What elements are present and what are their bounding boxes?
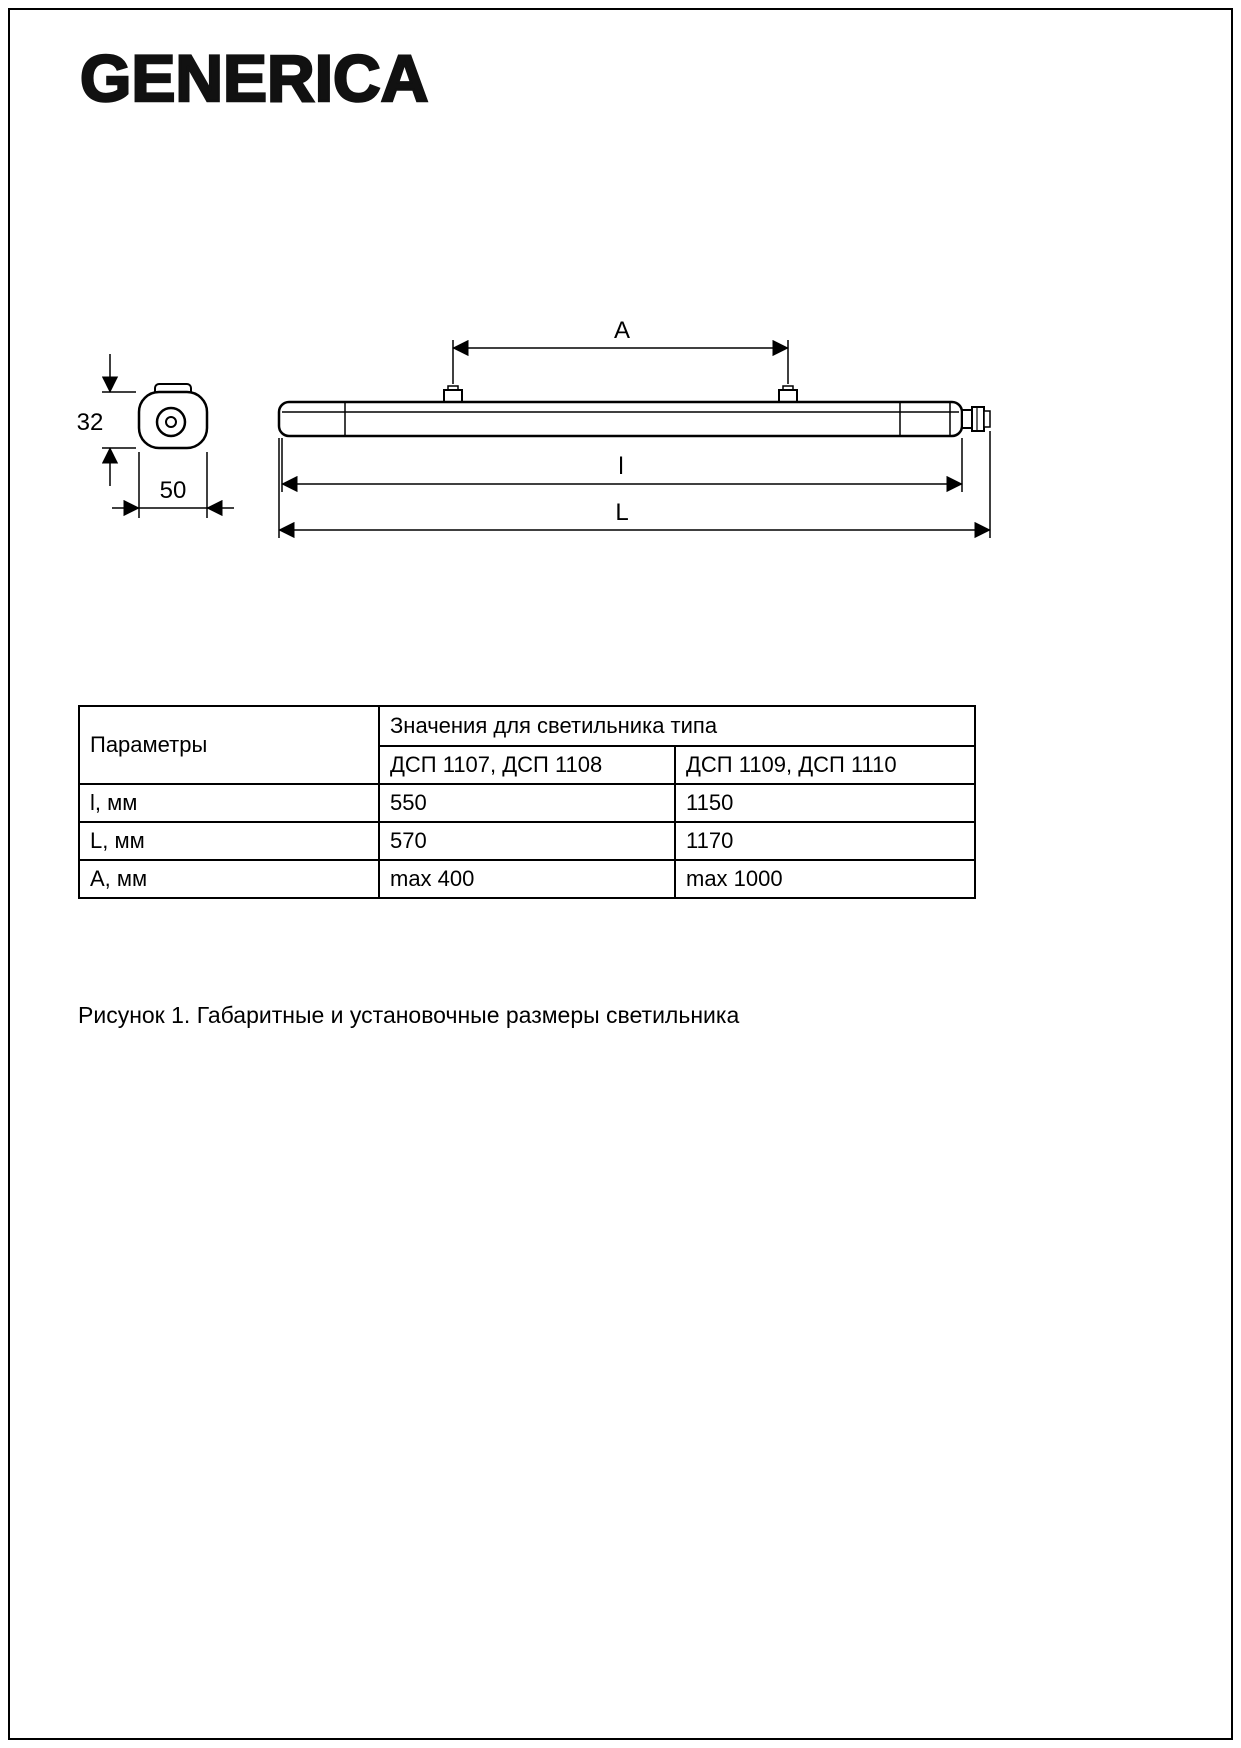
dim-label-L: L bbox=[615, 499, 629, 526]
dim-label-a: A bbox=[613, 317, 631, 344]
cable-gland-nut bbox=[972, 407, 984, 431]
table-header-model-group-1: ДСП 1107, ДСП 1108 bbox=[379, 746, 675, 784]
cable-gland-base bbox=[962, 410, 972, 428]
dimension-height-32 bbox=[102, 354, 136, 486]
param-L-value-2: 1170 bbox=[675, 822, 975, 860]
table-row bbox=[79, 860, 975, 898]
luminaire-body bbox=[279, 402, 962, 436]
param-l-value-1: 550 bbox=[379, 784, 675, 822]
param-A-value-2: max 1000 bbox=[675, 860, 975, 898]
dim-label-50: 50 bbox=[159, 477, 187, 504]
dimensions-table bbox=[78, 705, 976, 899]
param-A-value-1: max 400 bbox=[379, 860, 675, 898]
table-row bbox=[79, 706, 975, 746]
table-row bbox=[79, 822, 975, 860]
mounting-clip-right bbox=[779, 390, 797, 402]
param-L-value-1: 570 bbox=[379, 822, 675, 860]
table-header-values: Значения для светильника типа bbox=[379, 706, 975, 746]
table-header-model-group-2: ДСП 1109, ДСП 1110 bbox=[675, 746, 975, 784]
technical-drawing bbox=[0, 310, 1241, 590]
param-name-l: l, мм bbox=[79, 784, 379, 822]
brand-logo: GENERICA bbox=[80, 41, 429, 115]
side-view bbox=[279, 386, 990, 436]
param-l-value-2: 1150 bbox=[675, 784, 975, 822]
cable-gland-tip bbox=[984, 411, 990, 427]
table-row bbox=[79, 784, 975, 822]
dim-label-l: l bbox=[618, 453, 624, 480]
dim-label-32: 32 bbox=[76, 409, 104, 436]
figure-caption: Рисунок 1. Габаритные и установочные размеры светильника bbox=[78, 1002, 740, 1028]
param-name-A: A, мм bbox=[79, 860, 379, 898]
dimension-a bbox=[453, 340, 788, 384]
mounting-clip-left bbox=[444, 390, 462, 402]
param-name-L: L, мм bbox=[79, 822, 379, 860]
end-view-screw-inner bbox=[166, 417, 176, 427]
end-view bbox=[139, 384, 207, 448]
table-header-parameters: Параметры bbox=[79, 706, 379, 784]
